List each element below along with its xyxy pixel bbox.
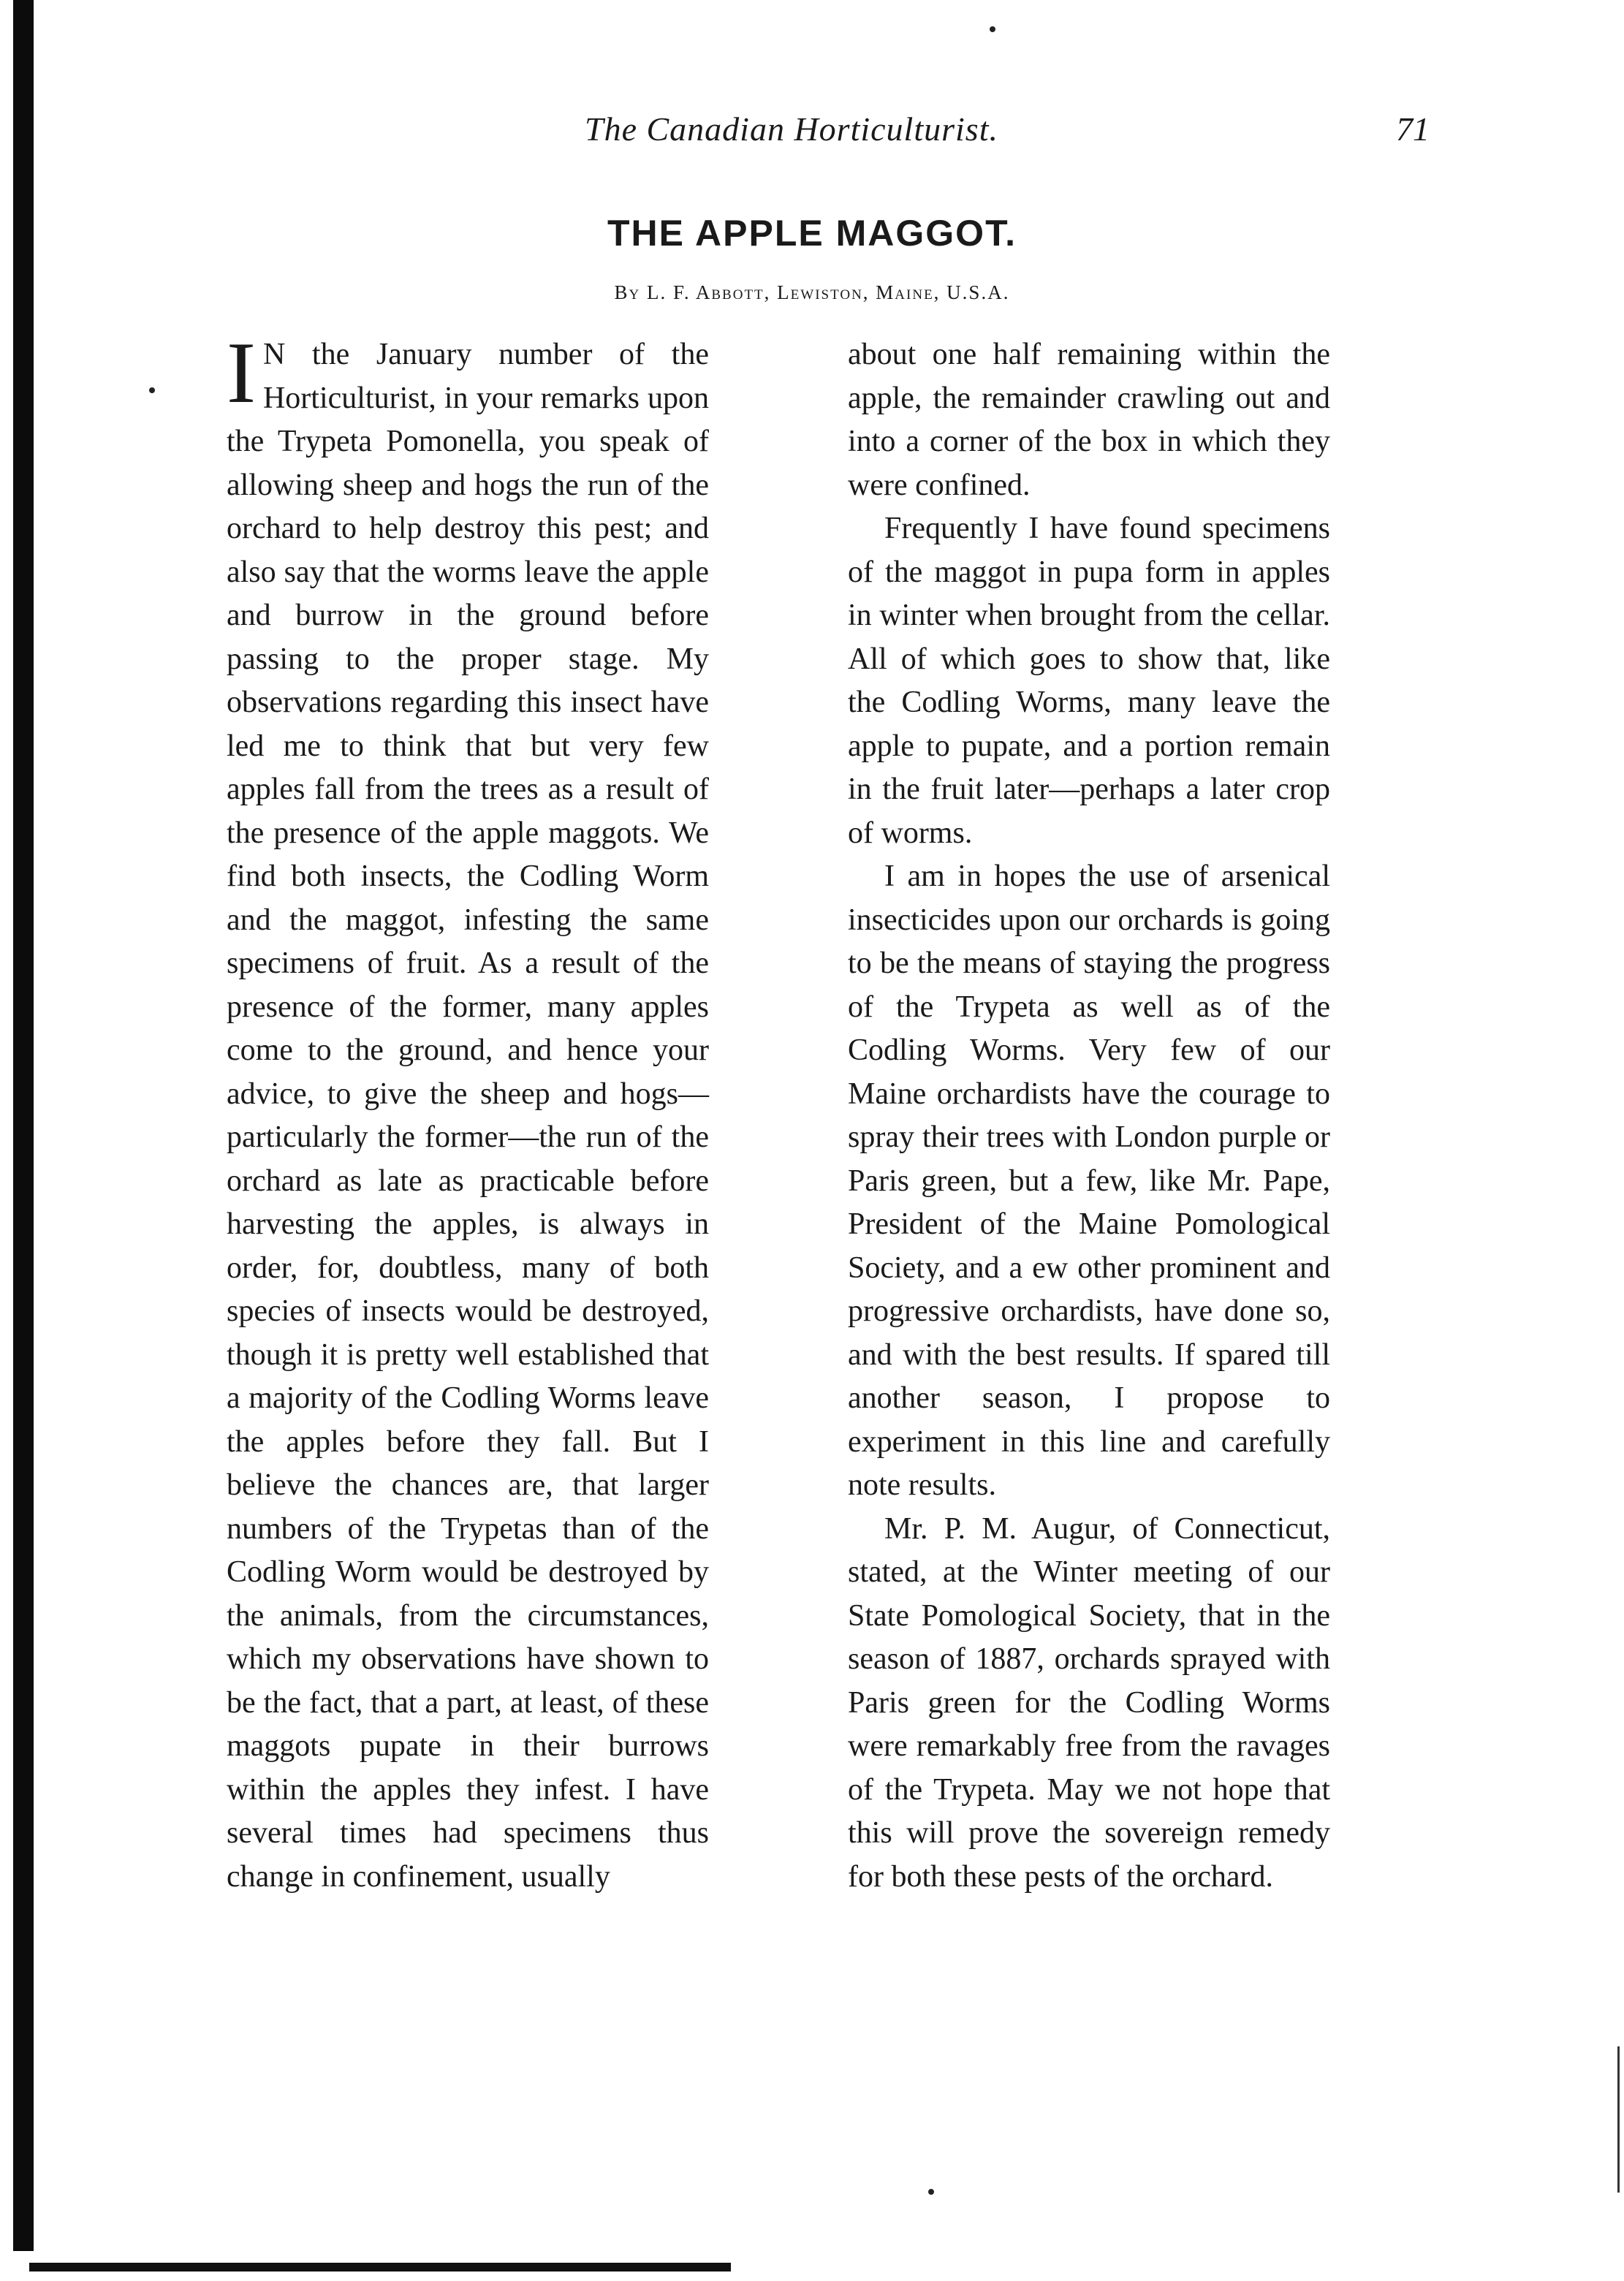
left-column bbox=[227, 324, 709, 1899]
paragraph: I am in hopes the use of arsenical insecticides upon our orchards is going to be the means of staying the progress of the Trypeta as well as of the Codling Worms. Very few of our Maine orchardists have the courage to spray their trees with London purple or Paris green, but a few, like Mr. Pape, President of the Maine Pomological Society, and a ew other prominent and progressive orchardists, have done so, and with the best results. If spared till another season, I propose to experiment in this line and carefully note results. bbox=[848, 859, 1330, 1502]
paragraph bbox=[227, 324, 709, 1899]
right-column bbox=[848, 333, 1330, 1899]
page-bottom-edge bbox=[29, 2263, 731, 2271]
page-number: 71 bbox=[1396, 110, 1430, 148]
drop-cap: I bbox=[227, 324, 256, 421]
ink-speck bbox=[149, 387, 155, 393]
running-title: The Canadian Horticulturist. bbox=[585, 110, 998, 148]
paragraph: Frequently I have found specimens of the maggot in pupa form in apples in winter when brought from the cellar. All of which goes to show that, like the Codling Worms, many leave the apple to pupate, and a portion remain in the fruit later—perhaps a later crop of worms. bbox=[848, 512, 1330, 850]
page-binding-shadow bbox=[13, 0, 34, 2251]
ink-speck bbox=[928, 2189, 934, 2195]
page-right-edge-mark bbox=[1617, 2046, 1620, 2193]
article-byline: By L. F. Abbott, Lewiston, Maine, U.S.A. bbox=[614, 281, 1010, 303]
article-title: THE APPLE MAGGOT. bbox=[607, 213, 1017, 254]
paragraph: about one half remaining within the apple, the remainder crawling out and into a corner of the box in which they were confined. bbox=[848, 338, 1330, 502]
ink-speck bbox=[990, 26, 995, 32]
paragraph-text: N the January number of the Horticulturist, in your remarks upon the Trypeta Pomonella, you speak of allowing sheep and hogs the run of the orchard to help destroy this pest; and also say that the worms leave the apple and burrow in the ground before passing to the proper stage. My observations regarding this insect have led me to think that but very few apples fall from the trees as a result of the presence of the apple maggots. We find both insects, the Codling Worm and the maggot, infesting the same specimens of fruit. As a result of the presence of the former, many apples come to the ground, and hence your advice, to give the sheep and hogs—particularly the former—the run of the orchard as late as practicable before harvesting the apples, is always in order, for, doubtless, many of both species of insects would be destroyed, though it is pretty well established that a majority of the Codling Worms leave the apples before they fall. But I believe the chances are, that larger numbers of the Trypetas than of the Codling Worm would be destroyed by the animals, from the circumstances, which my observations have shown to be the fact, that a part, at least, of these maggots pupate in their burrows within the apples they infest. I have several times had specimens thus change in confinement, usually bbox=[227, 338, 709, 1894]
page-header bbox=[219, 110, 1462, 161]
paragraph: Mr. P. M. Augur, of Connecticut, stated, at the Winter meeting of our State Pomological Society, that in the season of 1887, orchards sprayed with Paris green for the Codling Worms were remarkably free from the ravages of the Trypeta. May we not hope that this will prove the sovereign remedy for both these pests of the orchard. bbox=[848, 1511, 1330, 1894]
